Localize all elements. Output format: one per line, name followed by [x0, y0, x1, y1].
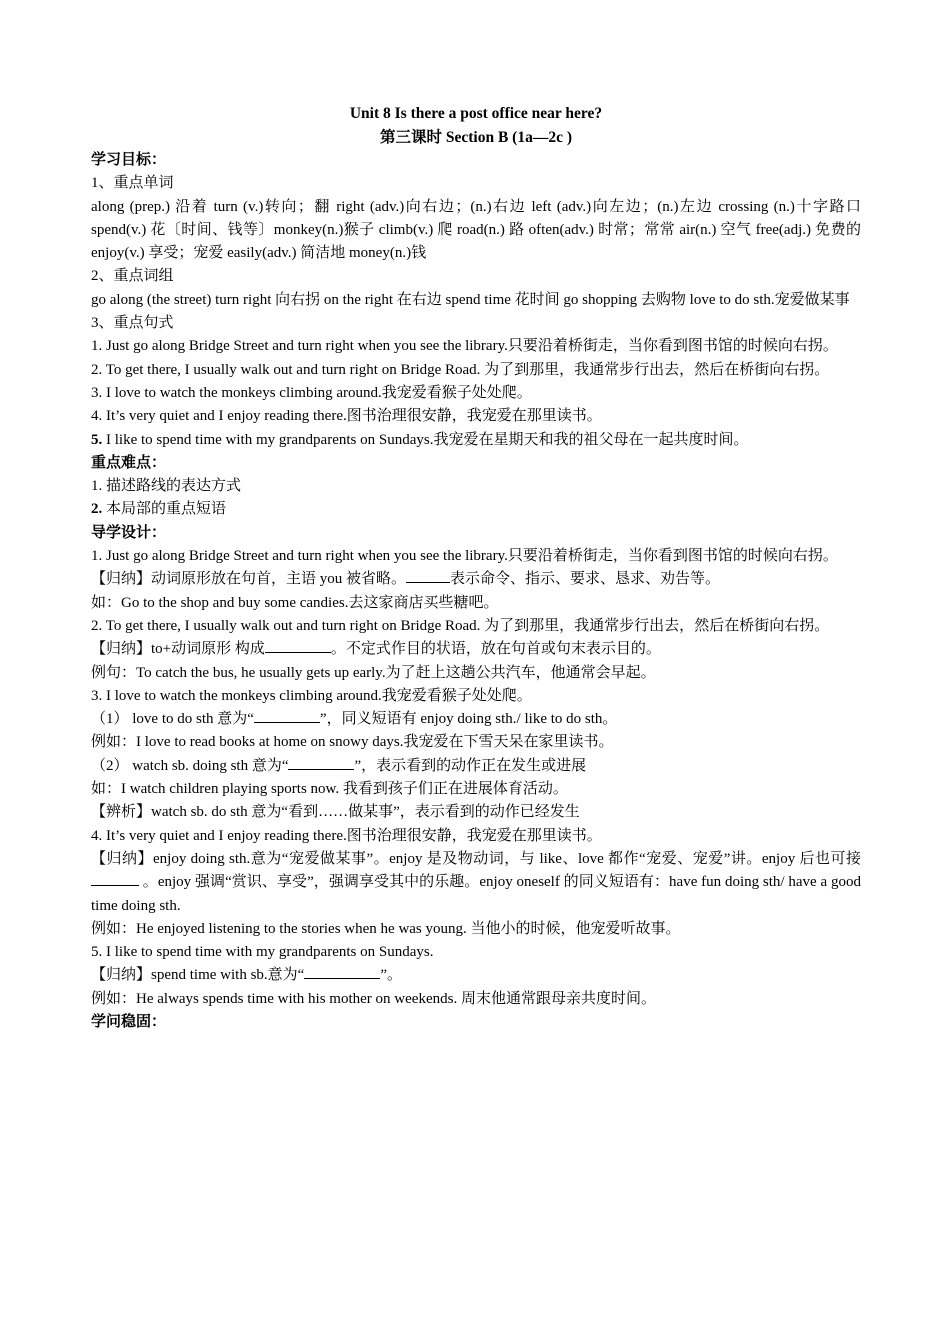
sentence-item: [91, 429, 861, 452]
fill-blank[interactable]: [265, 638, 331, 653]
difficulty-number: 1.: [91, 478, 103, 495]
guide-example: 如：Go to the shop and buy some candies.去这家商店买些糖吧。: [91, 594, 499, 611]
difficulty-heading: 重点难点：: [91, 454, 167, 471]
note-text: （1） love to do sth 意为“: [91, 711, 254, 728]
document-title: Unit 8 Is there a post office near here?: [349, 105, 603, 122]
guide-sentence: 4. It’s very quiet and I enjoy reading there.图书治理很安静，我宠爱在那里读书。: [91, 827, 602, 844]
guide-note: [91, 964, 861, 987]
phrases-heading: 2、重点词组: [91, 268, 174, 285]
guide-note: [91, 755, 861, 778]
guide-sentence: 5. I like to spend time with my grandparents on Sundays.: [91, 944, 434, 961]
difficulty-number: 2.: [91, 501, 103, 518]
guide-note: [91, 638, 861, 661]
guide-example: 例如：He enjoyed listening to the stories when he was young. 当他小的时候，他宠爱听故事。: [91, 920, 681, 937]
guide-heading: 导学设计：: [91, 524, 167, 541]
fill-blank[interactable]: [254, 708, 320, 723]
consolidate-heading: 学问稳固：: [91, 1013, 167, 1030]
sentence-text: I like to spend time with my grandparents on Sundays.我宠爱在星期天和我的祖父母在一起共度时间。: [102, 431, 749, 448]
guide-note: [91, 708, 861, 731]
note-text: 【归纳】enjoy doing sth.意为“宠爱做某事”。enjoy 是及物动词，与 like、love 都作“宠爱、宠爱”讲。enjoy 后也可接: [91, 850, 861, 867]
fill-blank[interactable]: [288, 755, 354, 770]
sentence-item: 3. I love to watch the monkeys climbing around.我宠爱看猴子处处爬。: [91, 384, 532, 401]
guide-example: 如：I watch children playing sports now. 我看到孩子们正在进展体育活动。: [91, 781, 568, 798]
sentence-item: 2. To get there, I usually walk out and turn right on Bridge Road. 为了到那里，我通常步行出去，然后在桥街向右拐。: [91, 361, 830, 378]
difficulty-item: [91, 475, 861, 498]
guide-sentence: 3. I love to watch the monkeys climbing around.我宠爱看猴子处处爬。: [91, 687, 532, 704]
guide-note: [91, 568, 861, 591]
note-text: 【归纳】to+动词原形 构成: [91, 641, 265, 658]
sentence-item: 4. It’s very quiet and I enjoy reading there.图书治理很安静，我宠爱在那里读书。: [91, 408, 602, 425]
guide-analysis: 【辨析】watch sb. do sth 意为“看到……做某事”，表示看到的动作已经发生: [91, 804, 580, 821]
sentence-number: 5.: [91, 431, 103, 448]
difficulty-item: [91, 498, 861, 521]
difficulty-text: 本局部的重点短语: [102, 501, 227, 518]
note-text: 表示命令、指示、要求、恳求、劝告等。: [450, 571, 721, 588]
guide-example: 例句：To catch the bus, he usually gets up early.为了赶上这趟公共汽车，他通常会早起。: [91, 664, 656, 681]
guide-note: [91, 848, 861, 918]
guide-example: 例如：He always spends time with his mother on weekends. 周末他通常跟母亲共度时间。: [91, 990, 656, 1007]
sentences-heading: 3、重点句式: [91, 315, 174, 332]
fill-blank[interactable]: [91, 871, 139, 886]
guide-sentence: 1. Just go along Bridge Street and turn right when you see the library.只要沿着桥街走，当你看到图书馆的时候向右拐。: [91, 548, 838, 565]
note-text: ”，同义短语有 enjoy doing sth./ like to do sth。: [319, 711, 618, 728]
note-text: ”。: [380, 967, 402, 984]
difficulty-text: 描述路线的表达方式: [102, 478, 242, 495]
fill-blank[interactable]: [304, 964, 380, 979]
guide-sentence: 2. To get there, I usually walk out and turn right on Bridge Road. 为了到那里，我通常步行出去，然后在桥街向右拐。: [91, 617, 830, 634]
vocab-list: along (prep.) 沿着 turn (v.)转向；翻 right (adv.)向右边；(n.)右边 left (adv.)向左边；(n.)左边 crossing (n.)十字路口 spend(v.) 花〔时间、钱等〕monkey(n.)猴子 climb(v.) 爬 road(n.) 路 often(adv.) 时常；常常 air(n.) 空气 free(adj.) 免费的 enjoy(v.) 享受；宠爱 easily(adv.) 简洁地 money(n.)钱: [91, 198, 861, 262]
guide-example: 例如：I love to read books at home on snowy days.我宠爱在下雪天呆在家里读书。: [91, 734, 614, 751]
note-text: 【归纳】动词原形放在句首，主语 you 被省略。: [91, 571, 407, 588]
vocab-heading: 1、重点单词: [91, 175, 174, 192]
goals-heading: 学习目标：: [91, 152, 167, 168]
fill-blank[interactable]: [406, 568, 450, 583]
note-text: 。enjoy 强调“赏识、享受”，强调享受其中的乐趣。enjoy oneself 的同义短语有：have fun doing sth/ have a good time doing sth.: [91, 874, 861, 914]
phrases-list: go along (the street) turn right 向右拐 on the right 在右边 spend time 花时间 go shopping 去购物 love to do sth.宠爱做某事: [91, 291, 850, 308]
note-text: （2） watch sb. doing sth 意为“: [91, 757, 289, 774]
note-text: ”，表示看到的动作正在发生或进展: [354, 757, 587, 774]
document-subtitle: 第三课时 Section B (1a—2c ): [379, 128, 572, 146]
note-text: 。不定式作目的状语，放在句首或句末表示目的。: [330, 641, 661, 658]
note-text: 【归纳】spend time with sb.意为“: [91, 967, 305, 984]
document-page: [91, 102, 861, 1034]
sentence-item: 1. Just go along Bridge Street and turn right when you see the library.只要沿着桥街走，当你看到图书馆的时候向右拐。: [91, 338, 838, 355]
